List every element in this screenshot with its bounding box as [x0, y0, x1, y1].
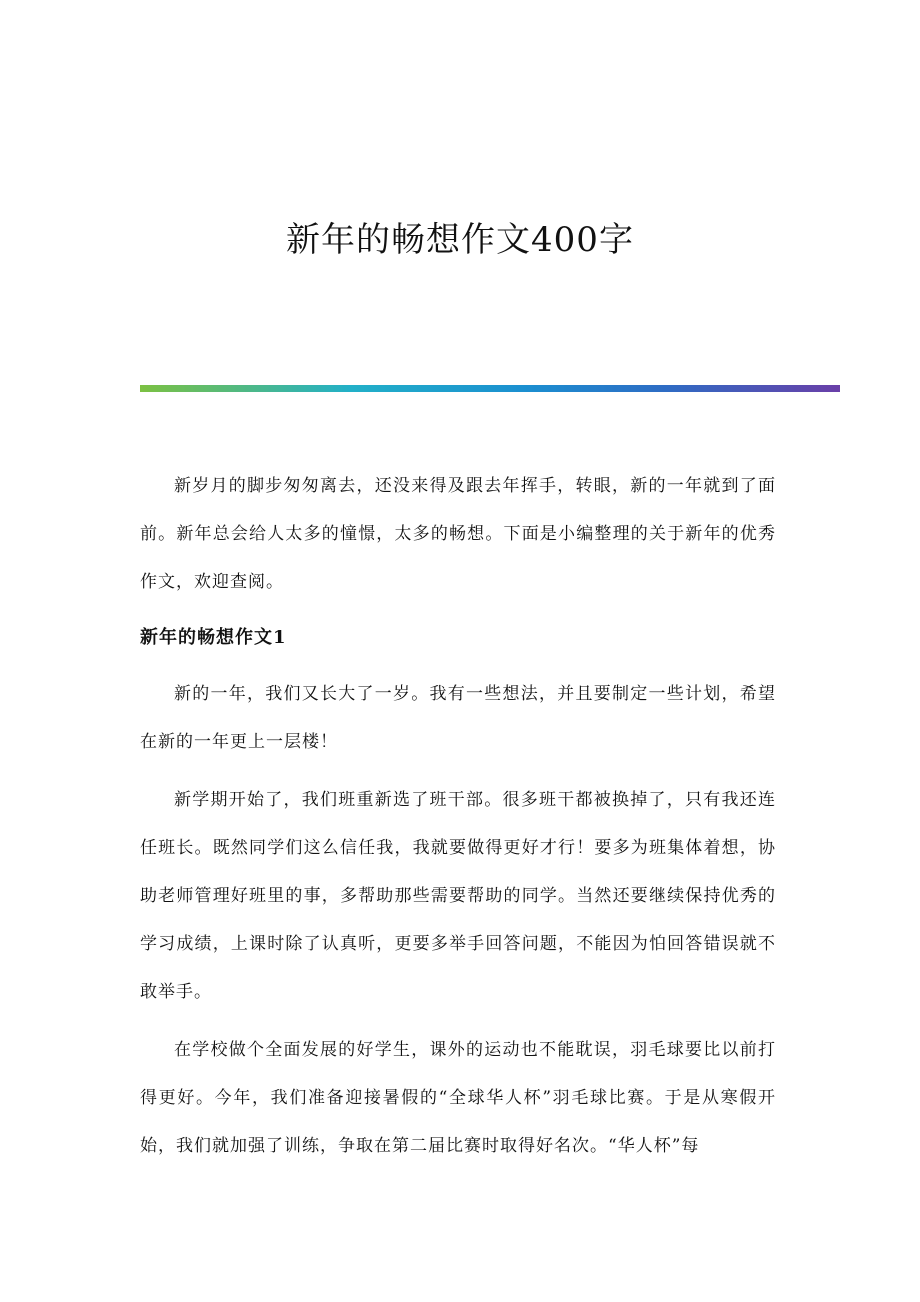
body-paragraph: 在学校做个全面发展的好学生，课外的运动也不能耽误，羽毛球要比以前打得更好。今年，我们准备迎接暑假的“全球华人杯”羽毛球比赛。于是从寒假开始，我们就加强了训练，争取在第二届比赛时取得好名次。“华人杯”每 [140, 1040, 776, 1156]
title-divider [140, 385, 840, 392]
intro-paragraph: 新岁月的脚步匆匆离去，还没来得及跟去年挥手，转眼，新的一年就到了面前。新年总会给人太多的憧憬，太多的畅想。下面是小编整理的关于新年的优秀作文，欢迎查阅。 [140, 476, 776, 592]
body-paragraph: 新的一年，我们又长大了一岁。我有一些想法，并且要制定一些计划，希望在新的一年更上一层楼！ [140, 684, 776, 752]
section-heading: 新年的畅想作文1 [140, 627, 287, 648]
body-paragraph: 新学期开始了，我们班重新选了班干部。很多班干都被换掉了，只有我还连任班长。既然同学们这么信任我，我就要做得更好才行！要多为班集体着想，协助老师管理好班里的事，多帮助那些需要帮助的同学。当然还要继续保持优秀的学习成绩，上课时除了认真听，更要多举手回答问题，不能因为怕回答错误就不敢举手。 [140, 790, 776, 1002]
document-title: 新年的畅想作文400字 [286, 220, 634, 260]
document-body [140, 462, 776, 1170]
